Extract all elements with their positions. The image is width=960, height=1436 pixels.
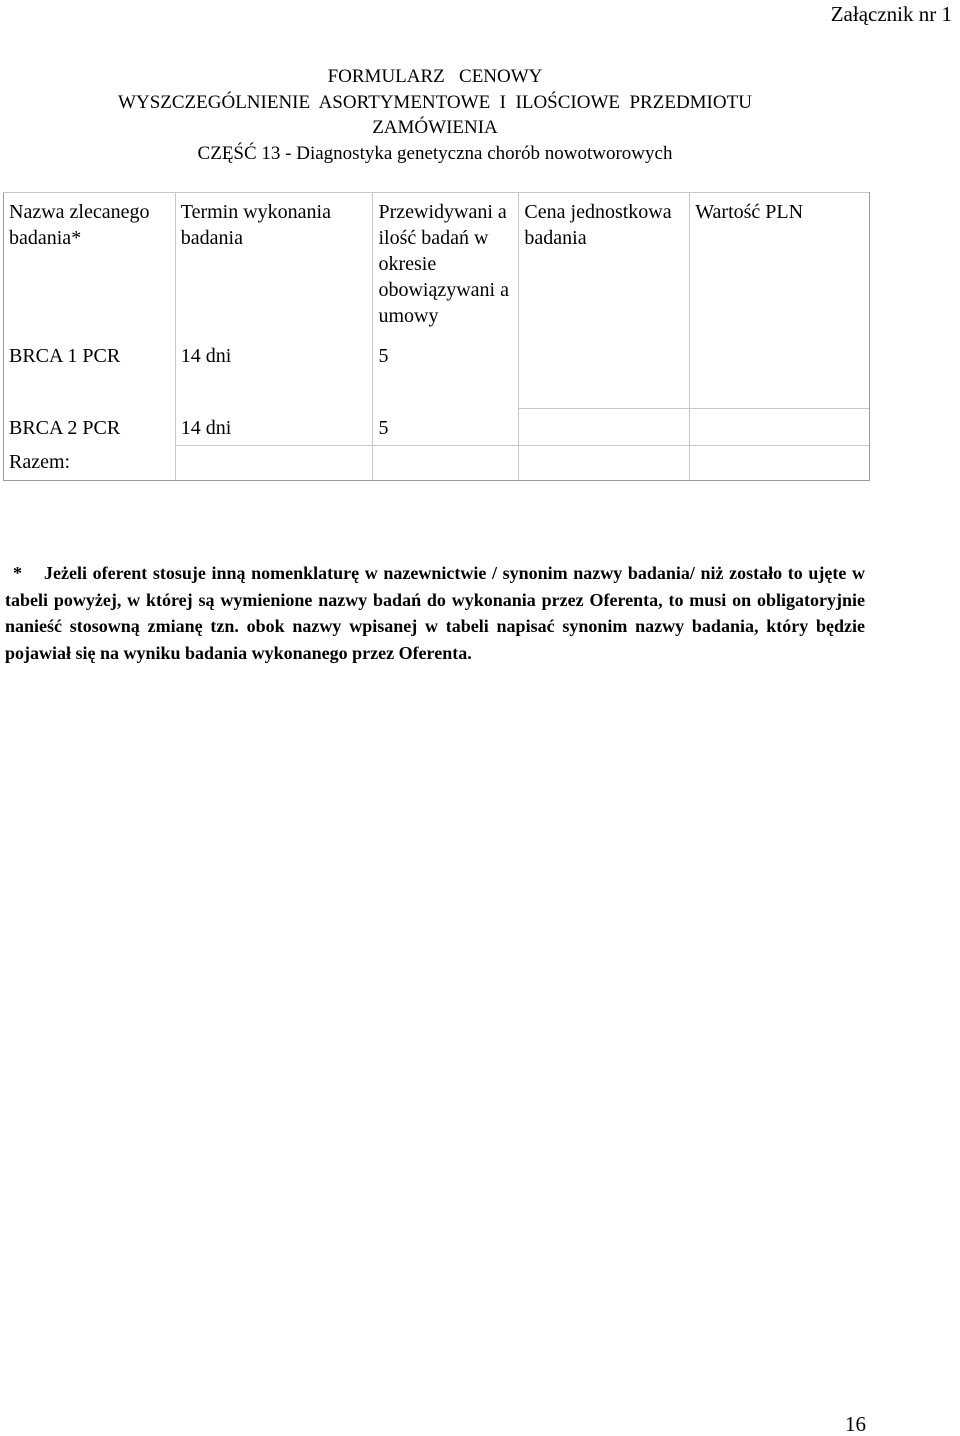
header-qty-cell bbox=[373, 193, 519, 409]
footnote bbox=[5, 560, 865, 666]
row1-qty: 5 bbox=[378, 344, 389, 367]
row2-name: BRCA 2 PCR bbox=[4, 409, 176, 446]
footnote-text: Jeżeli oferent stosuje inną nomenklaturę w nazewnictwie / synonim nazwy badania/ niż zostało to ujęte w tabeli powyżej, w której są wymienione nazwy badań do wykonania przez Oferenta, to musi on obligatoryjnie nanieść stosowną zmianę tzn. obok nazwy wpisanej w tabeli napisać synonim nazwy badania, który będzie pojawiał się na wyniku badania wykonanego przez Oferenta. bbox=[5, 563, 865, 663]
row2-price[interactable] bbox=[519, 409, 690, 446]
title-line-2: WYSZCZEGÓLNIENIE ASORTYMENTOWE I ILOŚCIOWE PRZEDMIOTU bbox=[118, 91, 752, 113]
row2-qty: 5 bbox=[373, 409, 519, 446]
title-line-1: FORMULARZ CENOWY bbox=[327, 66, 543, 87]
header-name-cell bbox=[4, 193, 176, 409]
table-total-row bbox=[4, 446, 870, 481]
page-number: 16 bbox=[845, 1412, 866, 1436]
table-header-row bbox=[4, 193, 870, 409]
header-term: Termin wykonania badania bbox=[180, 201, 331, 249]
header-term-cell bbox=[175, 193, 373, 409]
title-line-3: ZAMÓWIENIA bbox=[372, 117, 498, 138]
row2-term: 14 dni bbox=[175, 409, 373, 446]
row1-name: BRCA 1 PCR bbox=[9, 344, 121, 367]
total-empty-1 bbox=[175, 446, 373, 481]
header-qty: Przewidywani a ilość badań w okresie obowiązywani a umowy bbox=[378, 201, 509, 327]
price-table bbox=[3, 192, 870, 481]
row1-term: 14 dni bbox=[180, 344, 232, 367]
total-empty-2 bbox=[373, 446, 519, 481]
footnote-star: * bbox=[13, 563, 22, 583]
header-value-cell bbox=[690, 193, 870, 409]
row2-value[interactable] bbox=[690, 409, 870, 446]
table-row bbox=[4, 409, 870, 446]
form-title bbox=[0, 64, 870, 166]
total-value[interactable] bbox=[690, 446, 870, 481]
header-price: Cena jednostkowa badania bbox=[524, 201, 672, 249]
attachment-label: Załącznik nr 1 bbox=[830, 2, 952, 26]
total-label: Razem: bbox=[4, 446, 176, 481]
header-value: Wartość PLN bbox=[695, 201, 804, 223]
total-empty-3 bbox=[519, 446, 690, 481]
header-price-cell bbox=[519, 193, 690, 409]
title-line-4: CZĘŚĆ 13 - Diagnostyka genetyczna chorób nowotworowych bbox=[197, 142, 673, 164]
header-name: Nazwa zlecanego badania* bbox=[9, 201, 150, 249]
